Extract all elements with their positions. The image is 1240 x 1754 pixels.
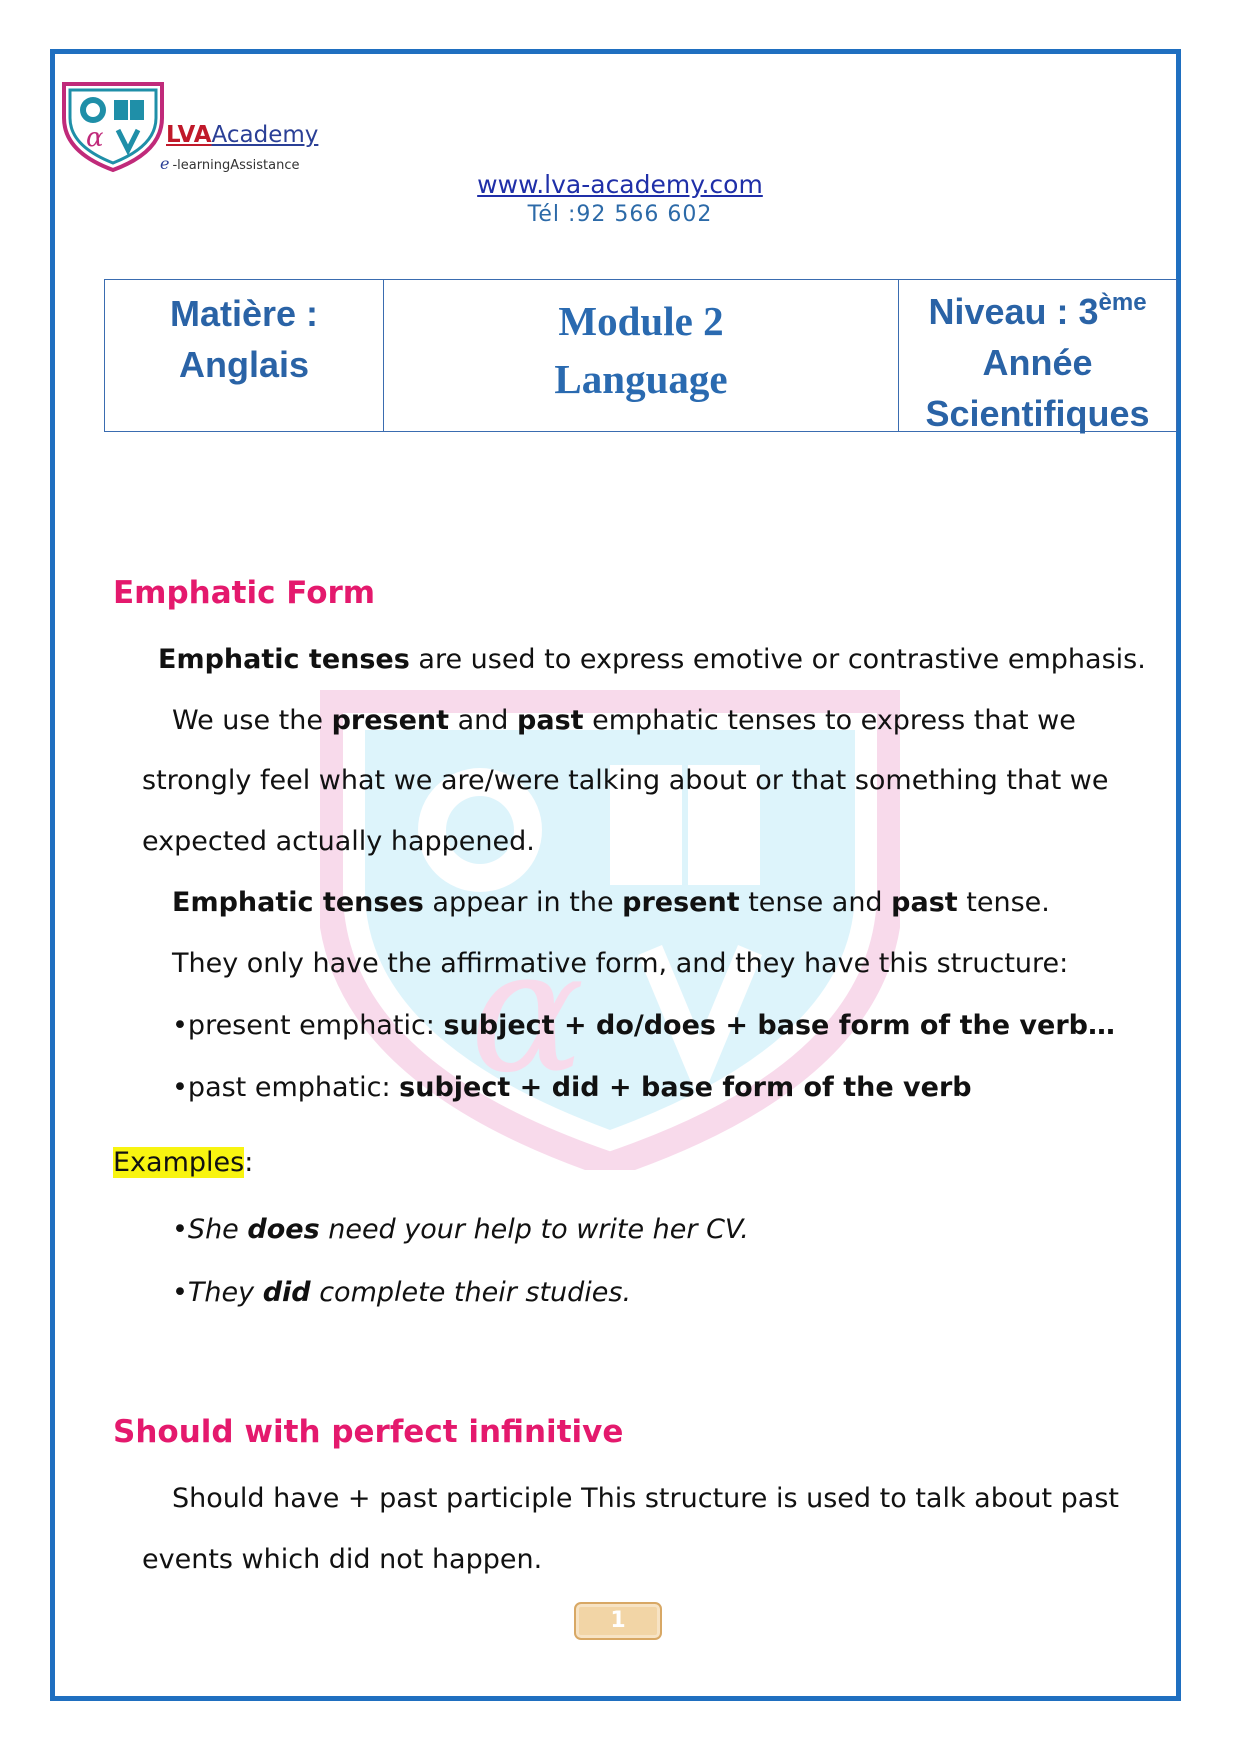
example-1: •She does need your help to write her CV. xyxy=(172,1214,749,1245)
paragraph-usage-line2: strongly feel what we are/were talking about or that something that we xyxy=(142,765,1109,796)
level-year: Année xyxy=(982,342,1093,383)
subject-value: Anglais xyxy=(178,344,310,385)
phone-number: Tél :92 566 602 xyxy=(527,202,713,227)
example-2: •They did complete their studies. xyxy=(172,1277,632,1308)
bullet-present-emphatic: •present emphatic: subject + do/does + base form of the verb… xyxy=(172,1010,1115,1041)
paragraph-tenses: Emphatic tenses appear in the present tense and past tense. xyxy=(172,887,1050,918)
level-track: Scientifiques xyxy=(925,393,1150,434)
section-heading-emphatic-form: Emphatic Form xyxy=(113,575,376,611)
module-title: Language xyxy=(554,356,728,402)
brand-tagline: e -learningAssistance xyxy=(160,154,300,173)
paragraph-should-line1: Should have + past participle This structure is used to talk about past xyxy=(172,1483,1120,1514)
paragraph-usage-line1: We use the present and past emphatic tenses to express that we xyxy=(172,705,1076,736)
module-number: Module 2 xyxy=(558,298,724,344)
subject-label: Matière : xyxy=(169,293,319,334)
website-link[interactable]: www.lva-academy.com xyxy=(477,170,763,199)
paragraph-should-line2: events which did not happen. xyxy=(142,1544,543,1575)
svg-text:α: α xyxy=(470,913,585,1111)
bullet-past-emphatic: •past emphatic: subject + did + base form of the verb xyxy=(172,1072,972,1103)
level-label: Niveau : 3ème xyxy=(928,289,1147,332)
section-heading-should-perfect-infinitive: Should with perfect infinitive xyxy=(113,1414,624,1450)
paragraph-definition: Emphatic tenses are used to express emotive or contrastive emphasis. xyxy=(158,644,1146,675)
paragraph-structure: They only have the affirmative form, and they have this structure: xyxy=(172,948,1069,979)
examples-label: Examples: xyxy=(113,1147,254,1178)
brand-name: LVAAcademy xyxy=(166,122,319,148)
page-number-badge: 1 xyxy=(574,1602,662,1640)
svg-text:α: α xyxy=(86,123,104,153)
paragraph-usage-line3: expected actually happened. xyxy=(142,826,535,857)
